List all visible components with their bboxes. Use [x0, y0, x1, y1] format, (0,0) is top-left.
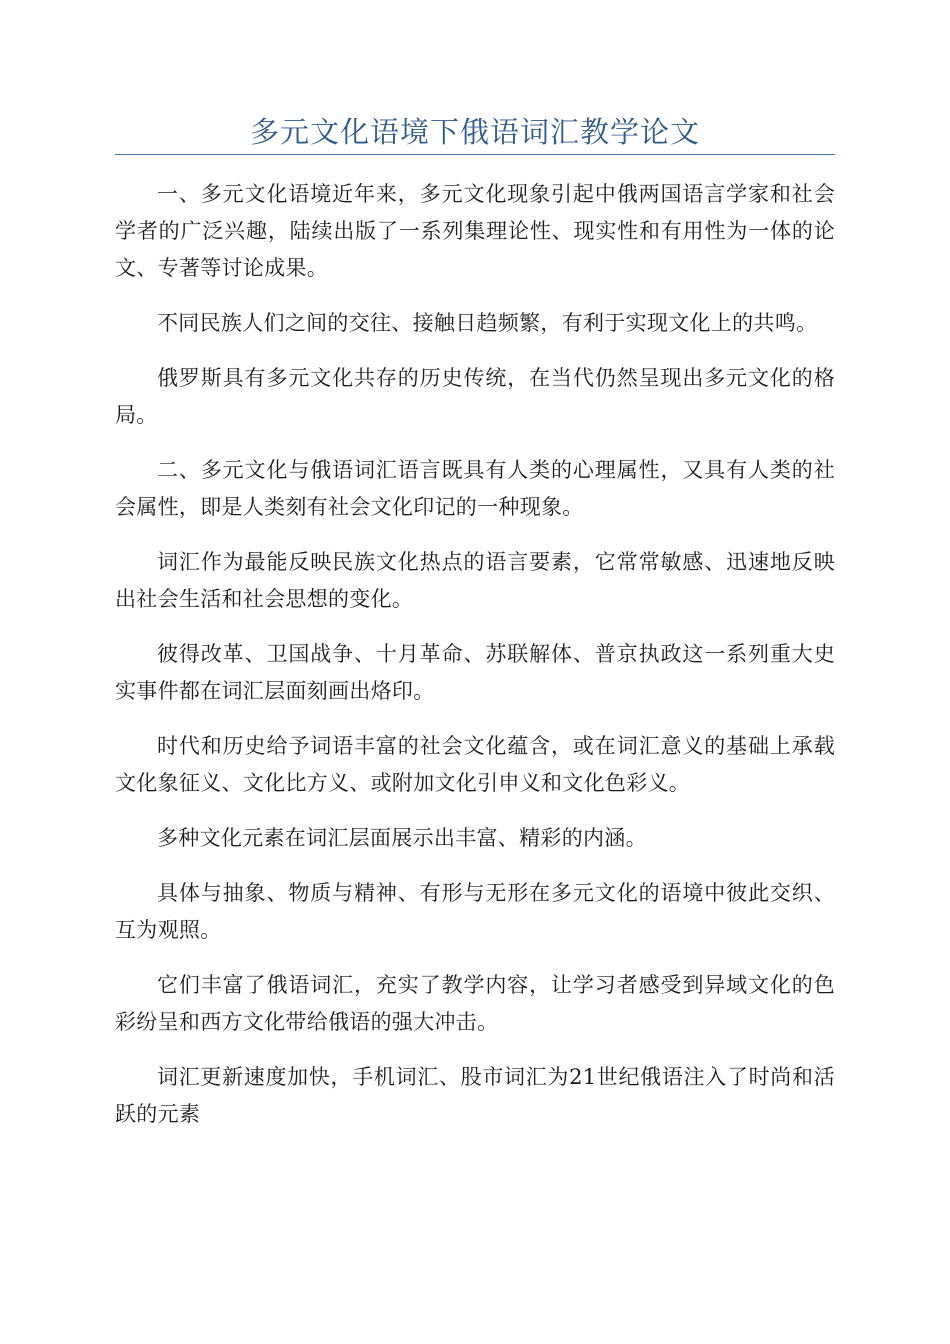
paragraph: 它们丰富了俄语词汇，充实了教学内容，让学习者感受到异域文化的色彩纷呈和西方文化带给俄语的强大冲击。: [115, 973, 835, 1034]
paragraph: 彼得改革、卫国战争、十月革命、苏联解体、普京执政这一系列重大史实事件都在词汇层面刻画出烙印。: [115, 642, 835, 703]
paragraph: 具体与抽象、物质与精神、有形与无形在多元文化的语境中彼此交织、互为观照。: [115, 881, 835, 942]
paragraph: 一、多元文化语境近年来，多元文化现象引起中俄两国语言学家和社会学者的广泛兴趣，陆续出版了一系列集理论性、现实性和有用性为一体的论文、专著等讨论成果。: [115, 182, 835, 280]
paragraph: 时代和历史给予词语丰富的社会文化蕴含，或在词汇意义的基础上承载文化象征义、文化比方义、或附加文化引申义和文化色彩义。: [115, 734, 835, 795]
paragraph: 词汇作为最能反映民族文化热点的语言要素，它常常敏感、迅速地反映出社会生活和社会思想的变化。: [115, 550, 835, 611]
paragraph: 不同民族人们之间的交往、接触日趋频繁，有利于实现文化上的共鸣。: [157, 311, 818, 335]
document-title: 多元文化语境下俄语词汇教学论文: [249, 115, 700, 149]
title-underline: [115, 154, 835, 155]
paragraph: 俄罗斯具有多元文化共存的历史传统，在当代仍然呈现出多元文化的格局。: [115, 366, 835, 427]
paragraph: 多种文化元素在词汇层面展示出丰富、精彩的内涵。: [157, 826, 647, 850]
paragraph: 二、多元文化与俄语词汇语言既具有人类的心理属性，又具有人类的社会属性，即是人类刻有社会文化印记的一种现象。: [115, 458, 835, 519]
document-body: [115, 176, 835, 1151]
paragraph: 词汇更新速度加快，手机词汇、股市词汇为21世纪俄语注入了时尚和活跃的元素: [115, 1065, 835, 1126]
